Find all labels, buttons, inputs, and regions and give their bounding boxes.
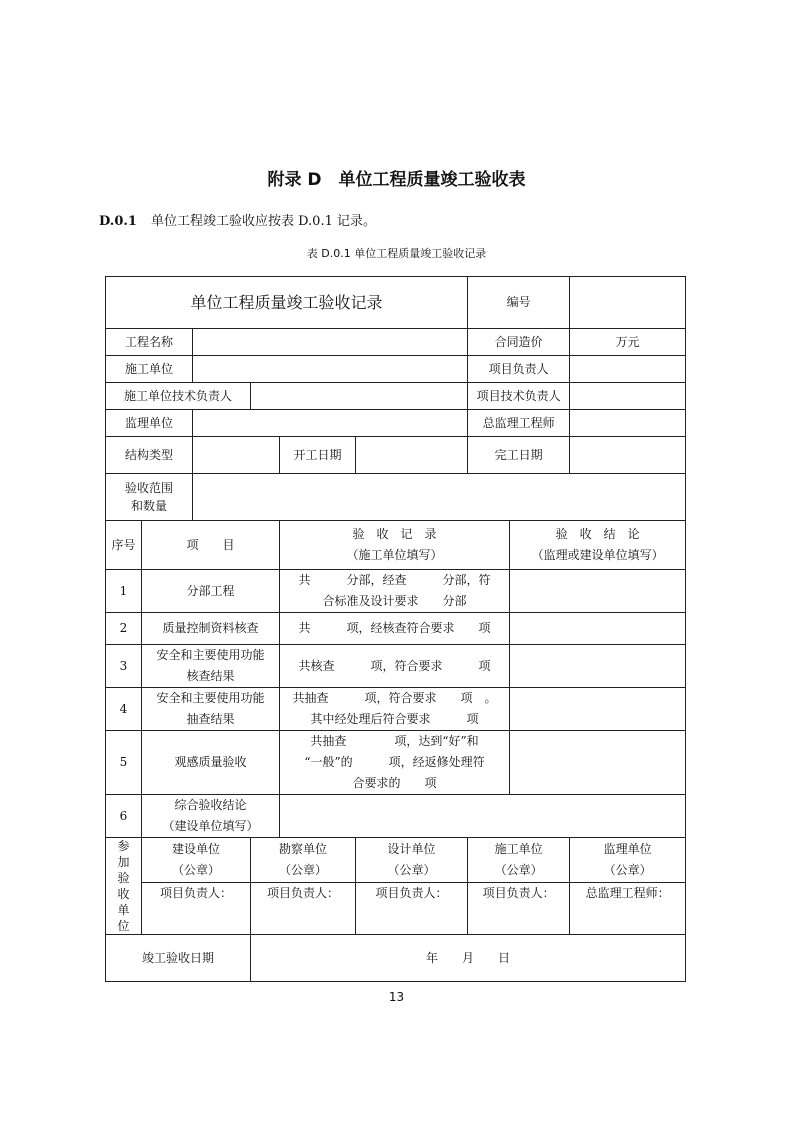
party-construction-unit xyxy=(142,838,251,883)
row-record[interactable] xyxy=(280,688,510,731)
party-signer-label: 项目负责人： xyxy=(482,886,555,900)
overall-label-line-1: 综合验收结论 xyxy=(174,798,247,812)
contract-price-value[interactable] xyxy=(570,329,686,356)
table-row xyxy=(106,570,686,613)
party-name: 监理单位 xyxy=(603,842,652,856)
project-manager-label: 项目负责人 xyxy=(468,356,570,383)
party-signer-label: 项目负责人： xyxy=(375,886,448,900)
party-signer-cell[interactable] xyxy=(142,883,251,935)
party-seal: （公章） xyxy=(171,863,220,877)
party-contractor-unit xyxy=(468,838,570,883)
contract-price-unit: 万元 xyxy=(615,334,640,349)
col-conclusion-header xyxy=(510,521,686,570)
party-signer-cell[interactable] xyxy=(251,883,356,935)
participants-char: 验 xyxy=(117,871,130,885)
supervisor-label: 监理单位 xyxy=(106,410,193,437)
row-item: 观感质量验收 xyxy=(142,731,280,795)
overall-label xyxy=(142,795,280,838)
contractor-label: 施工单位 xyxy=(106,356,193,383)
completion-date-value[interactable] xyxy=(251,935,686,982)
col-record-header xyxy=(280,521,510,570)
row-conclusion[interactable] xyxy=(510,731,686,795)
col-seq-header: 序号 xyxy=(106,521,142,570)
row-seq: 4 xyxy=(106,688,142,731)
party-seal: （公章） xyxy=(278,863,327,877)
party-seal: （公章） xyxy=(387,863,436,877)
contractor-tech-label: 施工单位技术负责人 xyxy=(106,383,251,410)
date-placeholder: 年 月 日 xyxy=(426,950,511,965)
party-name: 建设单位 xyxy=(171,842,220,856)
scope-label-line-2: 和数量 xyxy=(130,499,167,513)
project-manager-value[interactable] xyxy=(570,356,686,383)
chief-engineer-label: 总监理工程师 xyxy=(468,410,570,437)
start-date-label: 开工日期 xyxy=(280,437,356,474)
col-conclusion-line-1: 验 收 结 论 xyxy=(555,527,640,541)
row-record[interactable] xyxy=(280,570,510,613)
project-name-value[interactable] xyxy=(193,329,468,356)
structure-value[interactable] xyxy=(193,437,280,474)
row-item-line-2: 抽查结果 xyxy=(186,712,235,726)
row-record-line-2: 合标准及设计要求 分部 xyxy=(322,594,467,608)
acceptance-form-table xyxy=(105,276,686,982)
row-record-line-1: 共抽查 项，达到“好”和 xyxy=(310,734,479,748)
row-seq: 6 xyxy=(106,795,142,838)
party-supervision-unit xyxy=(570,838,686,883)
participants-char: 收 xyxy=(117,887,130,901)
start-date-value[interactable] xyxy=(356,437,468,474)
party-signer-cell[interactable] xyxy=(356,883,468,935)
row-record[interactable] xyxy=(280,645,510,688)
row-record-line-2: “一般”的 项，经返修处理符 xyxy=(304,755,485,769)
contract-price-label: 合同造价 xyxy=(468,329,570,356)
party-design-unit xyxy=(356,838,468,883)
clause-body: 单位工程竣工验收应按表 D.0.1 记录。 xyxy=(150,214,376,229)
completion-date-label: 竣工验收日期 xyxy=(106,935,251,982)
table-row xyxy=(106,688,686,731)
row-conclusion[interactable] xyxy=(510,570,686,613)
row-item: 分部工程 xyxy=(142,570,280,613)
row-record[interactable] xyxy=(280,613,510,645)
party-name: 勘察单位 xyxy=(278,842,327,856)
row-seq: 2 xyxy=(106,613,142,645)
table-row xyxy=(106,645,686,688)
row-item-line-1: 安全和主要使用功能 xyxy=(156,648,265,662)
project-tech-label: 项目技术负责人 xyxy=(468,383,570,410)
row-conclusion[interactable] xyxy=(510,645,686,688)
party-name: 设计单位 xyxy=(387,842,436,856)
row-seq: 3 xyxy=(106,645,142,688)
scope-value[interactable] xyxy=(193,474,686,521)
table-row xyxy=(106,613,686,645)
party-seal: （公章） xyxy=(603,863,652,877)
contractor-tech-value[interactable] xyxy=(251,383,468,410)
participants-char: 参 xyxy=(117,839,130,853)
scope-label-line-1: 验收范围 xyxy=(124,481,173,495)
row-record-line-2: 其中经处理后符合要求 项 xyxy=(310,712,479,726)
table-caption: 表 D.0.1 单位工程质量竣工验收记录 xyxy=(306,247,487,260)
chief-engineer-value[interactable] xyxy=(570,410,686,437)
col-record-line-2: （施工单位填写） xyxy=(346,548,443,562)
row-record[interactable] xyxy=(280,731,510,795)
finish-date-label: 完工日期 xyxy=(468,437,570,474)
col-conclusion-line-2: （监理或建设单位填写） xyxy=(531,548,664,562)
row-item xyxy=(142,688,280,731)
overall-label-line-2: （建设单位填写） xyxy=(162,819,259,833)
row-item-line-1: 安全和主要使用功能 xyxy=(156,691,265,705)
form-title: 单位工程质量竣工验收记录 xyxy=(106,277,468,329)
row-record-line-3: 合要求的 项 xyxy=(352,776,437,790)
project-tech-value[interactable] xyxy=(570,383,686,410)
table-row xyxy=(106,731,686,795)
party-seal: （公章） xyxy=(494,863,543,877)
row-seq: 1 xyxy=(106,570,142,613)
participants-char: 加 xyxy=(117,855,130,869)
row-record-line-1: 共 分部，经查 分部，符 xyxy=(298,573,491,587)
party-signer-label: 项目负责人： xyxy=(159,886,232,900)
party-signer-label: 总监理工程师： xyxy=(585,886,670,900)
row-conclusion[interactable] xyxy=(510,613,686,645)
row-record-line-1: 共 项，经核查符合要求 项 xyxy=(298,621,491,635)
col-record-line-1: 验 收 记 录 xyxy=(352,527,437,541)
party-signer-cell[interactable] xyxy=(468,883,570,935)
row-item xyxy=(142,645,280,688)
page-heading: 附录 D 单位工程质量竣工验收表 xyxy=(267,170,526,190)
page-number: 13 xyxy=(388,990,405,1004)
party-survey-unit xyxy=(251,838,356,883)
structure-label: 结构类型 xyxy=(106,437,193,474)
party-signer-cell[interactable] xyxy=(570,883,686,935)
row-item-line-2: 核查结果 xyxy=(186,669,235,683)
project-name-label: 工程名称 xyxy=(106,329,193,356)
party-name: 施工单位 xyxy=(494,842,543,856)
col-item-header: 项 目 xyxy=(142,521,280,570)
row-record-line-1: 共核查 项，符合要求 项 xyxy=(298,658,491,673)
party-signer-label: 项目负责人： xyxy=(266,886,339,900)
clause-number: D.0.1 xyxy=(99,214,137,229)
row-conclusion[interactable] xyxy=(510,688,686,731)
row-record-line-1: 共抽查 项，符合要求 项 。 xyxy=(292,691,497,705)
serial-value[interactable] xyxy=(570,277,686,329)
supervisor-value[interactable] xyxy=(193,410,468,437)
participants-char: 单 xyxy=(117,903,130,917)
clause-text xyxy=(99,210,376,229)
overall-conclusion-row xyxy=(106,795,686,838)
row-item: 质量控制资料核查 xyxy=(142,613,280,645)
finish-date-value[interactable] xyxy=(570,437,686,474)
participants-label xyxy=(106,838,142,935)
serial-label: 编号 xyxy=(468,277,570,329)
participants-char: 位 xyxy=(117,919,130,933)
scope-label xyxy=(106,474,193,521)
contractor-value[interactable] xyxy=(193,356,468,383)
row-seq: 5 xyxy=(106,731,142,795)
overall-conclusion-value[interactable] xyxy=(280,795,686,838)
